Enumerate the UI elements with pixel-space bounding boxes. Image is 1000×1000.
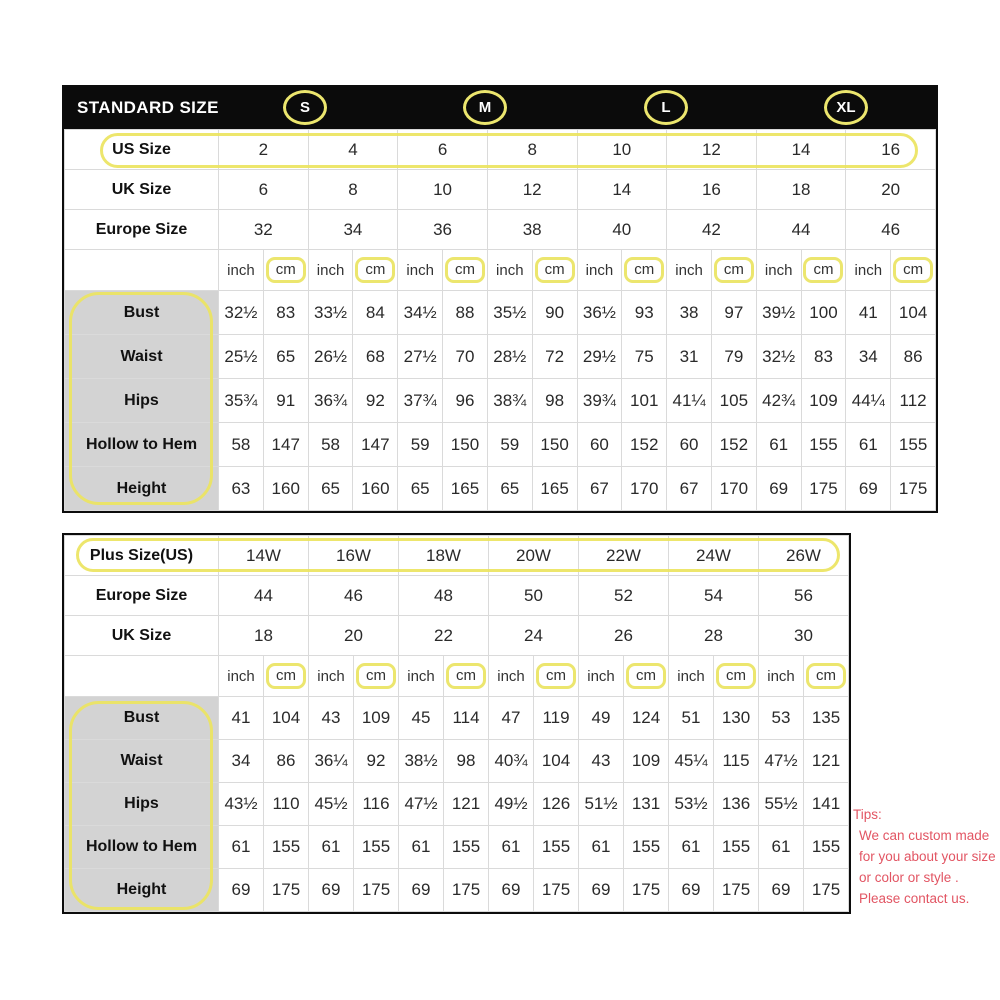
- measurement-value-cell: 112: [891, 379, 936, 423]
- measurement-row: [65, 379, 936, 423]
- measurement-value-cell: 155: [354, 826, 399, 869]
- size-value-cell: 24W: [669, 536, 759, 576]
- size-row: [65, 616, 849, 656]
- measurement-value-cell: 70: [443, 335, 488, 379]
- unit-cell-inch: inch: [669, 656, 714, 697]
- cm-highlight-box: cm: [355, 257, 395, 284]
- measurement-value-cell: 131: [624, 783, 669, 826]
- cm-highlight-box: cm: [535, 257, 575, 284]
- cm-highlight-box: cm: [716, 663, 756, 690]
- measurement-value-cell: 55½: [759, 783, 804, 826]
- measurement-value-cell: 34: [219, 740, 264, 783]
- unit-cell-cm: [354, 656, 399, 697]
- measurement-value-cell: 35½: [487, 291, 532, 335]
- unit-cell-cm: [444, 656, 489, 697]
- unit-cell-inch: inch: [756, 250, 801, 291]
- measurement-value-cell: 61: [309, 826, 354, 869]
- unit-cell-inch: inch: [579, 656, 624, 697]
- size-value-cell: 20: [309, 616, 399, 656]
- size-value-cell: 20W: [489, 536, 579, 576]
- size-row-label: US Size: [65, 130, 219, 170]
- size-value-cell: 42: [667, 210, 757, 250]
- unit-cell-cm: [622, 250, 667, 291]
- measurement-value-cell: 116: [354, 783, 399, 826]
- size-value-cell: 40: [577, 210, 667, 250]
- measurement-value-cell: 175: [801, 467, 846, 511]
- measurement-value-cell: 104: [264, 697, 309, 740]
- measurement-value-cell: 155: [801, 423, 846, 467]
- size-value-cell: 22W: [579, 536, 669, 576]
- standard-size-grid: [64, 129, 936, 511]
- measurement-row: [65, 869, 849, 912]
- cm-highlight-box: cm: [624, 257, 664, 284]
- measurement-value-cell: 53½: [669, 783, 714, 826]
- unit-cell-inch: inch: [759, 656, 804, 697]
- measurement-row-label: Hips: [65, 783, 219, 826]
- measurement-value-cell: 43: [309, 697, 354, 740]
- size-value-cell: 2: [219, 130, 309, 170]
- measurement-value-cell: 39½: [756, 291, 801, 335]
- unit-cell-inch: inch: [577, 250, 622, 291]
- measurement-value-cell: 98: [532, 379, 577, 423]
- unit-cell-inch: inch: [398, 250, 443, 291]
- unit-cell-inch: inch: [667, 250, 712, 291]
- measurement-value-cell: 90: [532, 291, 577, 335]
- size-value-cell: 24: [489, 616, 579, 656]
- size-row-label: UK Size: [65, 616, 219, 656]
- unit-cell-inch: inch: [489, 656, 534, 697]
- measurement-row-label: Hollow to Hem: [65, 423, 219, 467]
- tips-line: Please contact us.: [859, 890, 970, 906]
- tips-line: We can custom made: [859, 827, 990, 843]
- cm-highlight-box: cm: [626, 663, 666, 690]
- size-value-cell: 46: [309, 576, 399, 616]
- measurement-value-cell: 98: [444, 740, 489, 783]
- measurement-value-cell: 155: [444, 826, 489, 869]
- size-value-cell: 20: [846, 170, 936, 210]
- measurement-value-cell: 51½: [579, 783, 624, 826]
- size-value-cell: 8: [308, 170, 398, 210]
- measurement-value-cell: 109: [354, 697, 399, 740]
- measurement-value-cell: 49½: [489, 783, 534, 826]
- measurement-value-cell: 65: [308, 467, 353, 511]
- measurement-value-cell: 61: [579, 826, 624, 869]
- plus-size-grid: [64, 535, 849, 912]
- measurement-value-cell: 59: [398, 423, 443, 467]
- unit-cell-inch: inch: [308, 250, 353, 291]
- measurement-value-cell: 41: [219, 697, 264, 740]
- measurement-value-cell: 63: [219, 467, 264, 511]
- measurement-value-cell: 53: [759, 697, 804, 740]
- unit-cell-inch: inch: [399, 656, 444, 697]
- tips-line: or color or style .: [859, 869, 959, 885]
- measurement-value-cell: 67: [577, 467, 622, 511]
- measurement-value-cell: 42¾: [756, 379, 801, 423]
- measurement-row-label: Waist: [65, 740, 219, 783]
- measurement-row-label: Hollow to Hem: [65, 826, 219, 869]
- measurement-value-cell: 75: [622, 335, 667, 379]
- size-value-cell: 6: [219, 170, 309, 210]
- size-value-cell: 28: [669, 616, 759, 656]
- size-row-label: Europe Size: [65, 576, 219, 616]
- measurement-value-cell: 60: [667, 423, 712, 467]
- cm-highlight-box: cm: [893, 257, 933, 284]
- measurement-value-cell: 100: [801, 291, 846, 335]
- measurement-value-cell: 43½: [219, 783, 264, 826]
- measurement-value-cell: 44¼: [846, 379, 891, 423]
- cm-highlight-box: cm: [266, 663, 306, 690]
- measurement-value-cell: 175: [624, 869, 669, 912]
- cm-highlight-box: cm: [803, 257, 843, 284]
- measurement-value-cell: 32½: [219, 291, 264, 335]
- measurement-value-cell: 69: [399, 869, 444, 912]
- size-value-cell: 16W: [309, 536, 399, 576]
- size-row: [65, 130, 936, 170]
- size-value-cell: 44: [219, 576, 309, 616]
- measurement-row: [65, 291, 936, 335]
- measurement-value-cell: 68: [353, 335, 398, 379]
- size-value-cell: 6: [398, 130, 488, 170]
- measurement-value-cell: 49: [579, 697, 624, 740]
- unit-cell-cm: [891, 250, 936, 291]
- size-value-cell: 52: [579, 576, 669, 616]
- measurement-value-cell: 40¾: [489, 740, 534, 783]
- measurement-value-cell: 86: [264, 740, 309, 783]
- measurement-value-cell: 175: [891, 467, 936, 511]
- size-value-cell: 14: [756, 130, 846, 170]
- measurement-value-cell: 65: [263, 335, 308, 379]
- measurement-value-cell: 86: [891, 335, 936, 379]
- measurement-value-cell: 67: [667, 467, 712, 511]
- measurement-value-cell: 69: [309, 869, 354, 912]
- size-value-cell: 50: [489, 576, 579, 616]
- measurement-value-cell: 45½: [309, 783, 354, 826]
- size-value-cell: 10: [398, 170, 488, 210]
- measurement-value-cell: 170: [622, 467, 667, 511]
- measurement-value-cell: 47½: [759, 740, 804, 783]
- measurement-value-cell: 96: [443, 379, 488, 423]
- measurement-value-cell: 45: [399, 697, 444, 740]
- measurement-value-cell: 61: [219, 826, 264, 869]
- measurement-value-cell: 119: [534, 697, 579, 740]
- measurement-value-cell: 69: [756, 467, 801, 511]
- measurement-value-cell: 170: [711, 467, 756, 511]
- cm-highlight-box: cm: [806, 663, 846, 690]
- size-value-cell: 14W: [219, 536, 309, 576]
- size-value-cell: 56: [759, 576, 849, 616]
- unit-row: [65, 250, 936, 291]
- measurement-value-cell: 92: [353, 379, 398, 423]
- measurement-value-cell: 43: [579, 740, 624, 783]
- measurement-value-cell: 39¾: [577, 379, 622, 423]
- measurement-value-cell: 45¼: [669, 740, 714, 783]
- measurement-value-cell: 155: [624, 826, 669, 869]
- measurement-value-cell: 175: [714, 869, 759, 912]
- unit-row-empty-label: [65, 656, 219, 697]
- size-value-cell: 48: [399, 576, 489, 616]
- measurement-value-cell: 61: [846, 423, 891, 467]
- measurement-value-cell: 150: [443, 423, 488, 467]
- cm-highlight-box: cm: [536, 663, 576, 690]
- size-row-label: UK Size: [65, 170, 219, 210]
- measurement-value-cell: 29½: [577, 335, 622, 379]
- size-row-label: Plus Size(US): [65, 536, 219, 576]
- plus-size-table: [62, 533, 851, 914]
- unit-cell-cm: [714, 656, 759, 697]
- size-value-cell: 18: [756, 170, 846, 210]
- measurement-value-cell: 31: [667, 335, 712, 379]
- measurement-row-label: Hips: [65, 379, 219, 423]
- measurement-value-cell: 79: [711, 335, 756, 379]
- unit-cell-cm: [804, 656, 849, 697]
- measurement-value-cell: 155: [534, 826, 579, 869]
- size-letter-xl: XL: [824, 90, 868, 125]
- measurement-value-cell: 84: [353, 291, 398, 335]
- measurement-value-cell: 124: [624, 697, 669, 740]
- measurement-value-cell: 69: [759, 869, 804, 912]
- measurement-row-label: Bust: [65, 697, 219, 740]
- measurement-value-cell: 51: [669, 697, 714, 740]
- measurement-row: [65, 783, 849, 826]
- size-value-cell: 36: [398, 210, 488, 250]
- unit-cell-cm: [353, 250, 398, 291]
- measurement-row-label: Bust: [65, 291, 219, 335]
- size-value-cell: 34: [308, 210, 398, 250]
- measurement-value-cell: 147: [353, 423, 398, 467]
- size-value-cell: 14: [577, 170, 667, 210]
- measurement-value-cell: 160: [353, 467, 398, 511]
- measurement-value-cell: 155: [891, 423, 936, 467]
- unit-cell-cm: [264, 656, 309, 697]
- size-value-cell: 10: [577, 130, 667, 170]
- measurement-value-cell: 110: [264, 783, 309, 826]
- measurement-value-cell: 160: [263, 467, 308, 511]
- measurement-row: [65, 335, 936, 379]
- unit-cell-inch: inch: [309, 656, 354, 697]
- measurement-value-cell: 114: [444, 697, 489, 740]
- size-row: [65, 536, 849, 576]
- size-value-cell: 18: [219, 616, 309, 656]
- size-letter-s: S: [283, 90, 327, 125]
- measurement-row: [65, 740, 849, 783]
- measurement-value-cell: 35¾: [219, 379, 264, 423]
- measurement-value-cell: 69: [219, 869, 264, 912]
- measurement-value-cell: 59: [487, 423, 532, 467]
- size-letter-l: L: [644, 90, 688, 125]
- standard-size-title: STANDARD SIZE: [77, 98, 219, 117]
- measurement-value-cell: 41¼: [667, 379, 712, 423]
- size-value-cell: 12: [667, 130, 757, 170]
- measurement-value-cell: 130: [714, 697, 759, 740]
- measurement-value-cell: 88: [443, 291, 488, 335]
- cm-highlight-box: cm: [266, 257, 306, 284]
- unit-cell-cm: [624, 656, 669, 697]
- measurement-value-cell: 36½: [577, 291, 622, 335]
- measurement-value-cell: 152: [622, 423, 667, 467]
- custom-tips-note: [853, 805, 999, 910]
- measurement-value-cell: 58: [308, 423, 353, 467]
- measurement-value-cell: 105: [711, 379, 756, 423]
- measurement-value-cell: 34½: [398, 291, 443, 335]
- size-row: [65, 210, 936, 250]
- measurement-value-cell: 104: [534, 740, 579, 783]
- measurement-value-cell: 61: [669, 826, 714, 869]
- measurement-value-cell: 69: [579, 869, 624, 912]
- measurement-value-cell: 104: [891, 291, 936, 335]
- size-value-cell: 12: [487, 170, 577, 210]
- size-value-cell: 54: [669, 576, 759, 616]
- measurement-value-cell: 165: [532, 467, 577, 511]
- size-row-label: Europe Size: [65, 210, 219, 250]
- measurement-value-cell: 60: [577, 423, 622, 467]
- measurement-value-cell: 121: [804, 740, 849, 783]
- measurement-value-cell: 38¾: [487, 379, 532, 423]
- size-value-cell: 18W: [399, 536, 489, 576]
- tips-line: for you about your size: [859, 848, 996, 864]
- measurement-value-cell: 47½: [399, 783, 444, 826]
- tips-title: Tips:: [853, 807, 882, 822]
- measurement-value-cell: 83: [801, 335, 846, 379]
- measurement-value-cell: 165: [443, 467, 488, 511]
- measurement-value-cell: 25½: [219, 335, 264, 379]
- unit-cell-inch: inch: [219, 250, 264, 291]
- unit-row: [65, 656, 849, 697]
- measurement-row: [65, 697, 849, 740]
- measurement-value-cell: 36¾: [308, 379, 353, 423]
- measurement-value-cell: 109: [624, 740, 669, 783]
- unit-cell-cm: [534, 656, 579, 697]
- measurement-value-cell: 152: [711, 423, 756, 467]
- unit-cell-cm: [443, 250, 488, 291]
- measurement-value-cell: 93: [622, 291, 667, 335]
- unit-cell-inch: inch: [219, 656, 264, 697]
- measurement-value-cell: 175: [804, 869, 849, 912]
- measurement-value-cell: 155: [714, 826, 759, 869]
- measurement-value-cell: 126: [534, 783, 579, 826]
- measurement-value-cell: 27½: [398, 335, 443, 379]
- size-value-cell: 46: [846, 210, 936, 250]
- standard-size-table: [62, 85, 938, 513]
- measurement-row: [65, 826, 849, 869]
- size-value-cell: 8: [487, 130, 577, 170]
- measurement-value-cell: 109: [801, 379, 846, 423]
- size-letter-m: M: [463, 90, 507, 125]
- cm-highlight-box: cm: [356, 663, 396, 690]
- measurement-value-cell: 32½: [756, 335, 801, 379]
- measurement-value-cell: 61: [759, 826, 804, 869]
- unit-cell-inch: inch: [846, 250, 891, 291]
- measurement-value-cell: 38: [667, 291, 712, 335]
- unit-cell-cm: [263, 250, 308, 291]
- measurement-value-cell: 69: [669, 869, 714, 912]
- size-value-cell: 44: [756, 210, 846, 250]
- size-value-cell: 22: [399, 616, 489, 656]
- size-value-cell: 4: [308, 130, 398, 170]
- measurement-value-cell: 72: [532, 335, 577, 379]
- measurement-row: [65, 467, 936, 511]
- unit-cell-cm: [801, 250, 846, 291]
- measurement-value-cell: 61: [399, 826, 444, 869]
- measurement-value-cell: 97: [711, 291, 756, 335]
- measurement-value-cell: 115: [714, 740, 759, 783]
- measurement-value-cell: 33½: [308, 291, 353, 335]
- measurement-value-cell: 65: [487, 467, 532, 511]
- measurement-value-cell: 150: [532, 423, 577, 467]
- size-value-cell: 32: [219, 210, 309, 250]
- measurement-value-cell: 175: [444, 869, 489, 912]
- measurement-value-cell: 83: [263, 291, 308, 335]
- unit-cell-cm: [532, 250, 577, 291]
- measurement-value-cell: 91: [263, 379, 308, 423]
- unit-cell-cm: [711, 250, 756, 291]
- measurement-value-cell: 147: [263, 423, 308, 467]
- measurement-value-cell: 28½: [487, 335, 532, 379]
- size-value-cell: 16: [667, 170, 757, 210]
- measurement-value-cell: 175: [354, 869, 399, 912]
- measurement-row-label: Height: [65, 467, 219, 511]
- cm-highlight-box: cm: [714, 257, 754, 284]
- measurement-row-label: Height: [65, 869, 219, 912]
- measurement-value-cell: 101: [622, 379, 667, 423]
- measurement-value-cell: 69: [846, 467, 891, 511]
- measurement-value-cell: 61: [756, 423, 801, 467]
- size-value-cell: 16: [846, 130, 936, 170]
- measurement-value-cell: 61: [489, 826, 534, 869]
- size-value-cell: 26W: [759, 536, 849, 576]
- measurement-value-cell: 58: [219, 423, 264, 467]
- measurement-value-cell: 155: [264, 826, 309, 869]
- measurement-value-cell: 36¼: [309, 740, 354, 783]
- measurement-value-cell: 65: [398, 467, 443, 511]
- measurement-value-cell: 155: [804, 826, 849, 869]
- measurement-value-cell: 38½: [399, 740, 444, 783]
- standard-size-header-bar: [64, 87, 936, 129]
- measurement-value-cell: 26½: [308, 335, 353, 379]
- size-value-cell: 38: [487, 210, 577, 250]
- measurement-value-cell: 121: [444, 783, 489, 826]
- measurement-value-cell: 34: [846, 335, 891, 379]
- measurement-row: [65, 423, 936, 467]
- cm-highlight-box: cm: [445, 257, 485, 284]
- measurement-value-cell: 92: [354, 740, 399, 783]
- measurement-value-cell: 69: [489, 869, 534, 912]
- size-value-cell: 30: [759, 616, 849, 656]
- measurement-row-label: Waist: [65, 335, 219, 379]
- measurement-value-cell: 135: [804, 697, 849, 740]
- measurement-value-cell: 141: [804, 783, 849, 826]
- size-value-cell: 26: [579, 616, 669, 656]
- size-row: [65, 170, 936, 210]
- measurement-value-cell: 175: [534, 869, 579, 912]
- unit-cell-inch: inch: [487, 250, 532, 291]
- measurement-value-cell: 37¾: [398, 379, 443, 423]
- cm-highlight-box: cm: [446, 663, 486, 690]
- measurement-value-cell: 136: [714, 783, 759, 826]
- measurement-value-cell: 41: [846, 291, 891, 335]
- measurement-value-cell: 175: [264, 869, 309, 912]
- size-row: [65, 576, 849, 616]
- unit-row-empty-label: [65, 250, 219, 291]
- measurement-value-cell: 47: [489, 697, 534, 740]
